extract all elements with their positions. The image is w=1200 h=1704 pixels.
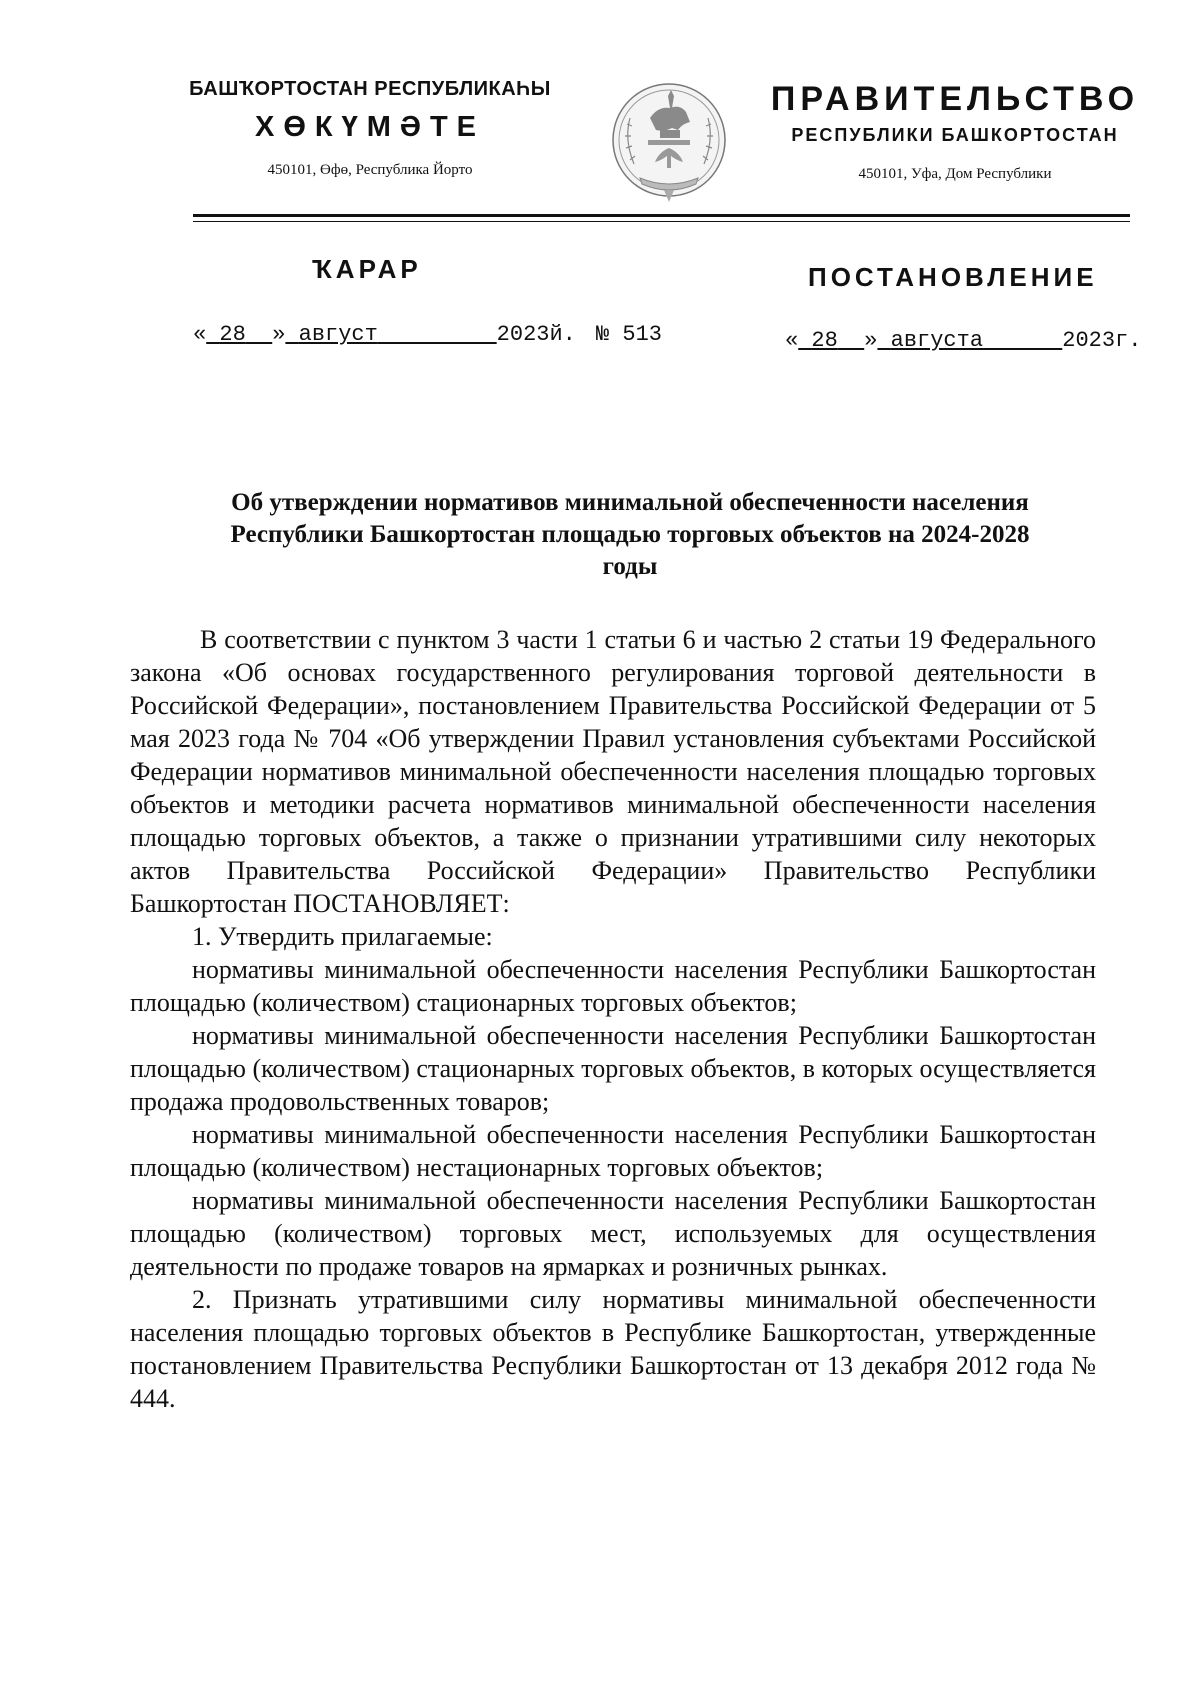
decree-number: № 513 (596, 322, 663, 347)
date-russian-month (877, 328, 1062, 353)
coat-of-arms-emblem (610, 78, 728, 206)
date-russian (785, 328, 1141, 353)
date-bashkir-month (285, 322, 496, 347)
doc-type-russian: ПОСТАНОВЛЕНИЕ (808, 262, 1098, 292)
item-1-heading: 1. Утвердить прилагаемые: (192, 922, 493, 951)
date-russian-open-quote: « (785, 328, 799, 353)
item-1-subitem-1: нормативы минимальной обеспеченности населения Республики Башкортостан площадью (количеством) стационарных торговых объектов; (130, 955, 1096, 1017)
date-russian-day (798, 328, 864, 353)
header-divider-thin (193, 221, 1130, 222)
header-bashkir (185, 78, 555, 179)
date-bashkir (193, 322, 576, 347)
date-russian-month-value: августа (890, 328, 984, 353)
date-bashkir-day (206, 322, 272, 347)
header-divider-thick (193, 214, 1130, 217)
doc-type-bashkir: ҠАРАР (312, 254, 422, 284)
date-bashkir-close-quote: » (272, 322, 286, 347)
item-1-subitem-3: нормативы минимальной обеспеченности населения Республики Башкортостан площадью (количеством) нестационарных торговых объектов; (130, 1120, 1096, 1182)
date-russian-close-quote: » (864, 328, 878, 353)
date-bashkir-day-value: 28 (219, 322, 246, 347)
header-bashkir-republic: БАШҠОРТОСТАН РЕСПУБЛИКАҺЫ (189, 78, 551, 100)
header-bashkir-government: ХӨКҮМӘТЕ (255, 111, 485, 143)
date-bashkir-month-value: август (298, 322, 378, 347)
decree-body (130, 623, 1096, 1415)
item-1-subitem-2: нормативы минимальной обеспеченности населения Республики Башкортостан площадью (количеством) стационарных торговых объектов, в которых осуществляется продажа продовольственных товаров; (130, 1021, 1096, 1116)
item-2-paragraph: 2. Признать утратившими силу нормативы минимальной обеспеченности населения площадью торговых объектов в Республике Башкортостан, утвержденные постановлением Правительства Республики Башкортостан от 13 декабря 2012 года № 444. (130, 1285, 1096, 1413)
decree-title: Об утверждении нормативов минимальной обеспеченности населения Республики Башкортостан площадью торговых объектов на 2024-2028 годы (230, 489, 1030, 580)
date-russian-year: 2023г. (1062, 328, 1142, 353)
date-bashkir-open-quote: « (193, 322, 207, 347)
header-russian-address: 450101, Уфа, Дом Республики (858, 166, 1052, 182)
header-russian-government: ПРАВИТЕЛЬСТВО (770, 80, 1140, 118)
header-russian-republic: РЕСПУБЛИКИ БАШКОРТОСТАН (791, 125, 1119, 145)
date-russian-day-value: 28 (811, 328, 838, 353)
preamble-paragraph: В соответствии с пунктом 3 части 1 статьи 6 и частью 2 статьи 19 Федерального закона «Об основах государственного регулирования торговой деятельности в Российской Федерации», постановлением Правительства Российской Федерации от 5 мая 2023 года № 704 «Об утверждении Правил установления субъектами Российской Федерации нормативов минимальной обеспеченности населения площадью торговых объектов и методики расчета нормативов минимальной обеспеченности населения площадью торговых объектов, а также о признании утратившими силу некоторых актов Правительства Российской Федерации» Правительство Республики Башкортостан ПОСТАНОВЛЯЕТ: (130, 625, 1096, 918)
header-russian (765, 80, 1145, 183)
item-1-subitem-4: нормативы минимальной обеспеченности населения Республики Башкортостан площадью (количеством) торговых мест, используемых для осуществления деятельности по продаже товаров на ярмарках и розничных рынках. (130, 1186, 1096, 1281)
date-bashkir-year: 2023й. (496, 322, 576, 347)
header-bashkir-address: 450101, Өфө, Республика Йорто (267, 162, 473, 178)
